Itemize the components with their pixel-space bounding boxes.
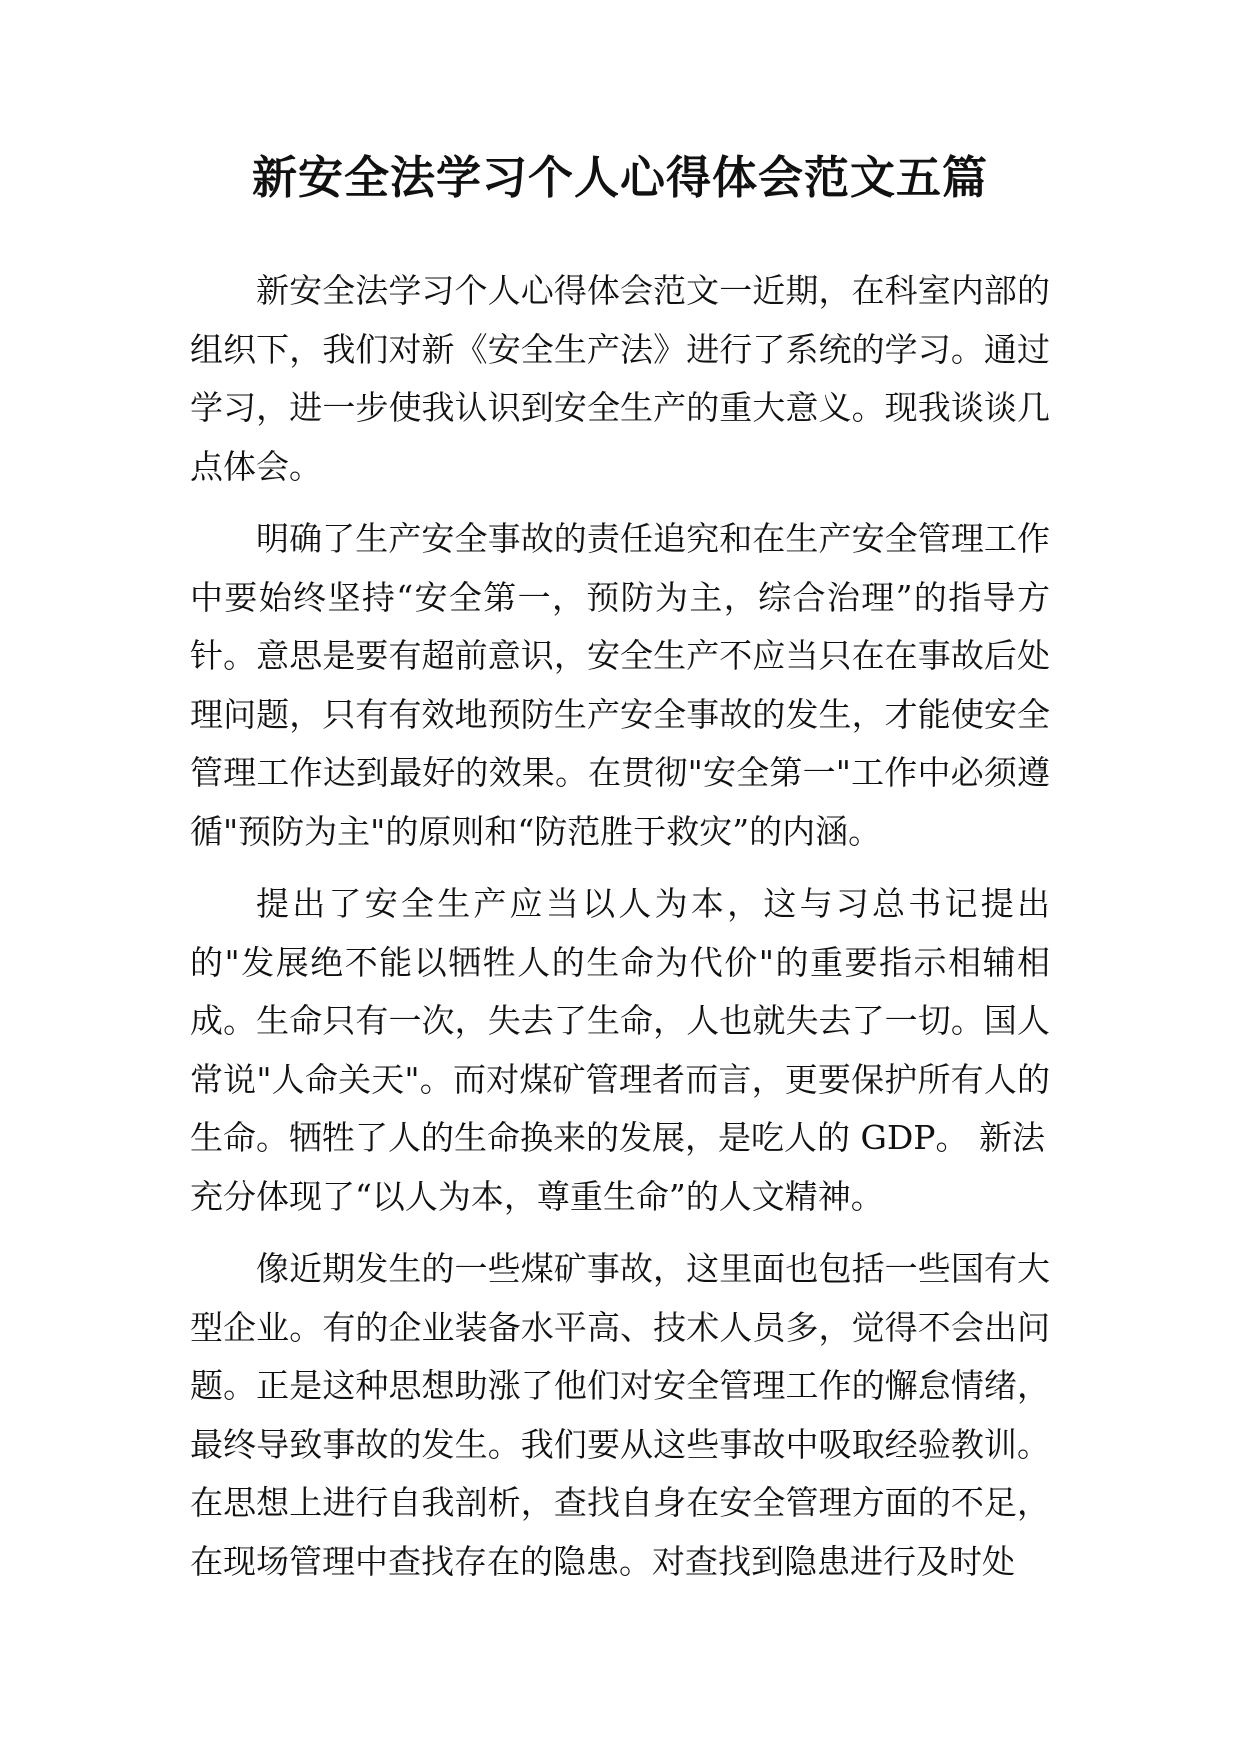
paragraph-people-first-continued: 充分体现了“以人为本，尊重生命”的人文精神。 — [190, 1176, 884, 1216]
paragraph-accident-lessons: 像近期发生的一些煤矿事故，这里面也包括一些国有大型企业。有的企业装备水平高、技术人员多，觉得不会出问题。正是这种思想助涨了他们对安全管理工作的懈怠情绪，最终导致事故的发生。我们要从这些事故中吸取经验教训。在思想上进行自我剖析，查找自身在安全管理方面的不足，在现场管理中查找存在的隐患。对查找到隐患进行及时处 — [190, 1249, 1050, 1581]
paragraph-intro: 新安全法学习个人心得体会范文一近期，在科室内部的组织下，我们对新《安全生产法》进行了系统的学习。通过学习，进一步使我认识到安全生产的重大意义。现我谈谈几点体会。 — [190, 271, 1050, 486]
document-body — [190, 262, 1050, 1605]
paragraph-guideline: 明确了生产安全事故的责任追究和在生产安全管理工作中要始终坚持“安全第一，预防为主，综合治理”的指导方针。意思是要有超前意识，安全生产不应当只在在事故后处理问题，只有有效地预防生产安全事故的发生，才能使安全管理工作达到最好的效果。在贯彻"安全第一"工作中必须遵循"预防为主"的原则和“防范胜于救灾”的内涵。 — [190, 519, 1050, 851]
document-title: 新安全法学习个人心得体会范文五篇 — [251, 151, 988, 204]
paragraph-people-first: 提出了安全生产应当以人为本，这与习总书记提出的"发展绝不能以牺牲人的生命为代价"的重要指示相辅相成。生命只有一次，失去了生命，人也就失去了一切。国人常说"人命关天"。而对煤矿管理者而言，更要保护所有人的生命。牺牲了人的生命换来的发展，是吃人的 GDP。 新法 — [190, 884, 1050, 1157]
